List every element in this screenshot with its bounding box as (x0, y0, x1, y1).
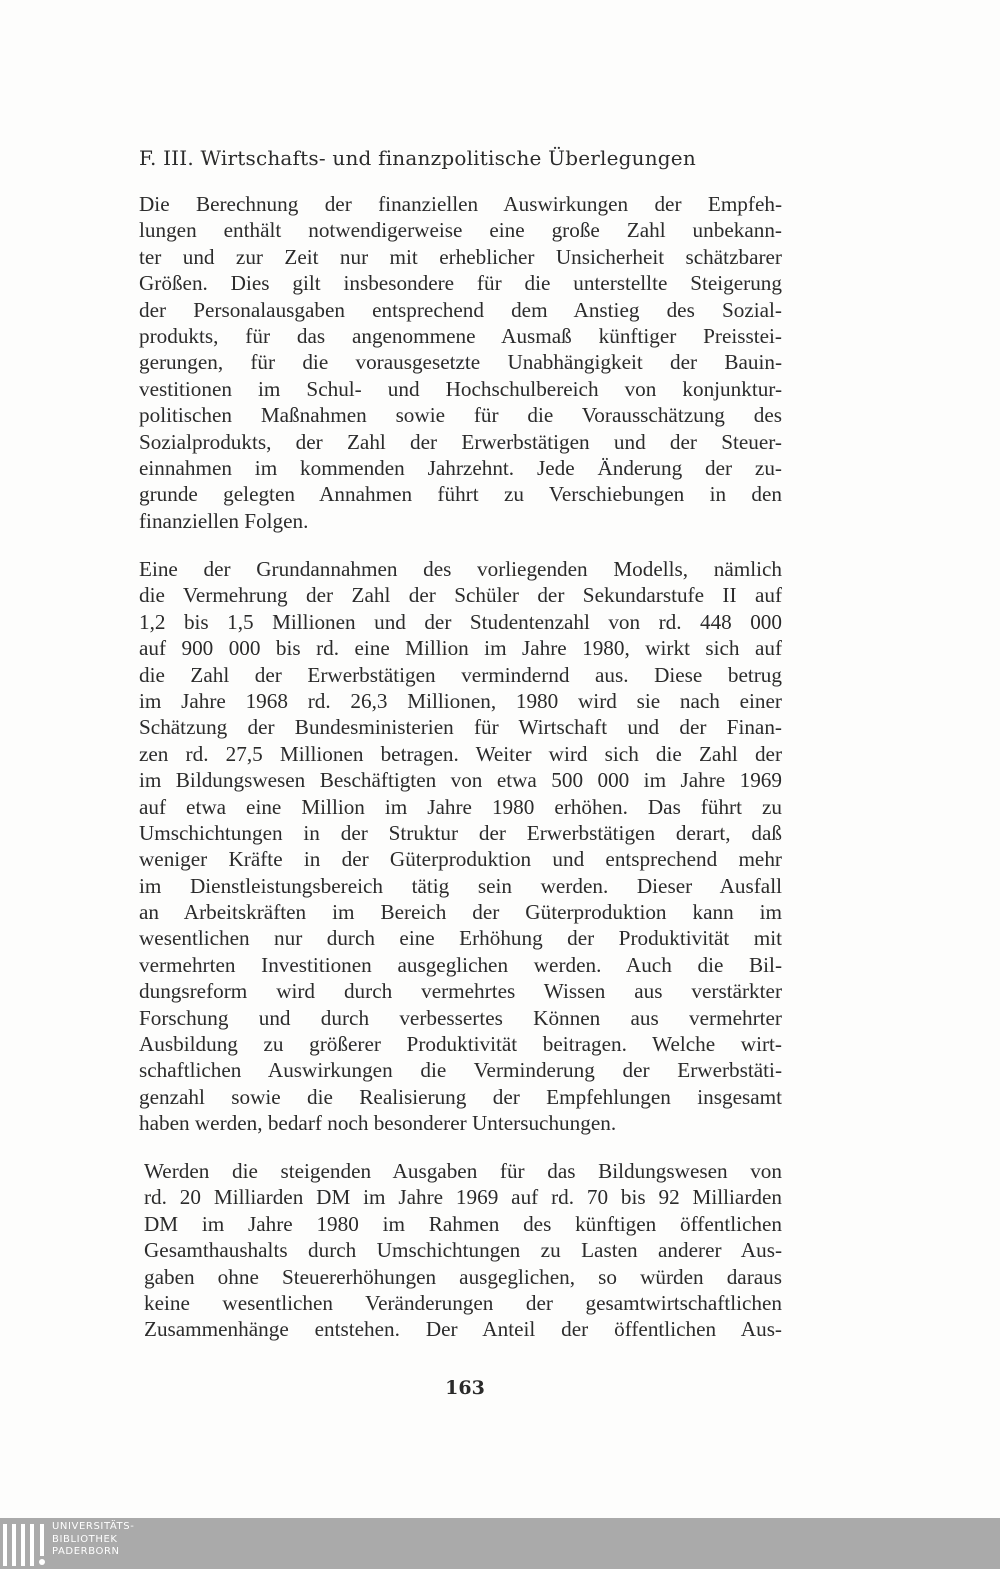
text-line: gaben ohne Steuererhöhungen ausgeglichen, so würden daraus (144, 1264, 782, 1289)
text-line: gerungen, für die vorausgesetzte Unabhängigkeit der Bauin- (139, 350, 782, 375)
text-line: 1,2 bis 1,5 Millionen und der Studentenzahl von rd. 448 000 (139, 609, 782, 634)
text-line: Größen. Dies gilt insbesondere für die unterstellte Steigerung (139, 271, 782, 296)
text-line: genzahl sowie die Realisierung der Empfehlungen insgesamt (139, 1084, 782, 1109)
text-line: Ausbildung zu größerer Produktivität beitragen. Welche wirt- (139, 1032, 782, 1057)
text-line: haben werden, bedarf noch besonderer Untersuchungen. (139, 1111, 617, 1136)
library-name-line-3: PADERBORN (52, 1546, 120, 1557)
text-line: vestitionen im Schul- und Hochschulbereich von konjunktur- (139, 376, 782, 401)
text-line: Sozialprodukts, der Zahl der Erwerbstätigen und der Steuer- (139, 429, 782, 454)
library-logo-icon (3, 1524, 49, 1566)
text-line: politischen Maßnahmen sowie für die Vorausschätzung des (139, 403, 782, 428)
text-line: Eine der Grundannahmen des vorliegenden Modells, nämlich (139, 557, 782, 581)
text-line: der Personalausgaben entsprechend dem Anstieg des Sozial- (139, 297, 782, 322)
text-line: im Bildungswesen Beschäftigten von etwa 500 000 im Jahre 1969 (139, 768, 782, 793)
text-line: Schätzung der Bundesministerien für Wirtschaft und der Finan- (139, 715, 782, 740)
text-line: finanziellen Folgen. (139, 508, 309, 533)
text-line: die Vermehrung der Zahl der Schüler der Sekundarstufe II auf (139, 583, 782, 608)
text-line: Forschung und durch verbessertes Können aus vermehrter (139, 1005, 782, 1030)
text-line: produkts, für das angenommene Ausmaß künftiger Preisstei- (139, 323, 782, 348)
text-line: an Arbeitskräften im Bereich der Güterproduktion kann im (139, 900, 782, 925)
text-line: Werden die steigenden Ausgaben für das Bildungswesen von (144, 1159, 782, 1183)
text-line: schaftlichen Auswirkungen die Verminderung der Erwerbstäti- (139, 1058, 782, 1083)
library-name (52, 1521, 134, 1559)
paragraph-3 (144, 1158, 782, 1343)
text-line: auf 900 000 bis rd. eine Million im Jahre 1980, wirkt sich auf (139, 636, 782, 661)
text-line: Gesamthaushalts durch Umschichtungen zu Lasten anderer Aus- (144, 1238, 782, 1263)
text-line: rd. 20 Milliarden DM im Jahre 1969 auf rd. 70 bis 92 Milliarden (144, 1185, 782, 1210)
library-name-line-1: UNIVERSITÄTS- (52, 1521, 135, 1532)
library-name-line-2: BIBLIOTHEK (52, 1533, 118, 1545)
text-line: Die Berechnung der finanziellen Auswirkungen der Empfeh- (139, 192, 782, 216)
text-line: im Dienstleistungsbereich tätig sein werden. Dieser Ausfall (139, 873, 782, 898)
page-number: 163 (445, 1377, 485, 1399)
text-line: lungen enthält notwendigerweise eine große Zahl unbekann- (139, 218, 782, 243)
library-footer-bar (0, 1518, 1000, 1569)
text-line: im Jahre 1968 rd. 26,3 Millionen, 1980 wird sie nach einer (139, 688, 782, 713)
text-line: die Zahl der Erwerbstätigen vermindernd aus. Diese betrug (139, 662, 782, 687)
text-line: ter und zur Zeit nur mit erheblicher Unsicherheit schätzbarer (139, 244, 782, 269)
text-line: dungsreform wird durch vermehrtes Wissen aus verstärkter (139, 979, 782, 1004)
text-line: grunde gelegten Annahmen führt zu Verschiebungen in den (139, 482, 782, 507)
text-line: wesentlichen nur durch eine Erhöhung der Produktivität mit (139, 926, 782, 951)
paragraph-2 (139, 556, 782, 1137)
text-line: vermehrten Investitionen ausgeglichen werden. Auch die Bil- (139, 952, 782, 977)
text-line: einnahmen im kommenden Jahrzehnt. Jede Änderung der zu- (139, 455, 782, 480)
text-line: auf etwa eine Million im Jahre 1980 erhöhen. Das führt zu (139, 794, 782, 819)
section-heading: F. III. Wirtschafts- und finanzpolitische Überlegungen (139, 146, 696, 170)
paragraph-1 (139, 191, 782, 534)
text-line: DM im Jahre 1980 im Rahmen des künftigen öffentlichen (144, 1211, 782, 1236)
text-line: Umschichtungen in der Struktur der Erwerbstätigen derart, daß (139, 820, 782, 845)
text-line: keine wesentlichen Veränderungen der gesamtwirtschaftlichen (144, 1290, 782, 1315)
text-line: weniger Kräfte in der Güterproduktion und entsprechend mehr (139, 847, 782, 872)
text-line: Zusammenhänge entstehen. Der Anteil der öffentlichen Aus- (144, 1317, 782, 1342)
text-line: zen rd. 27,5 Millionen betragen. Weiter wird sich die Zahl der (139, 741, 782, 766)
